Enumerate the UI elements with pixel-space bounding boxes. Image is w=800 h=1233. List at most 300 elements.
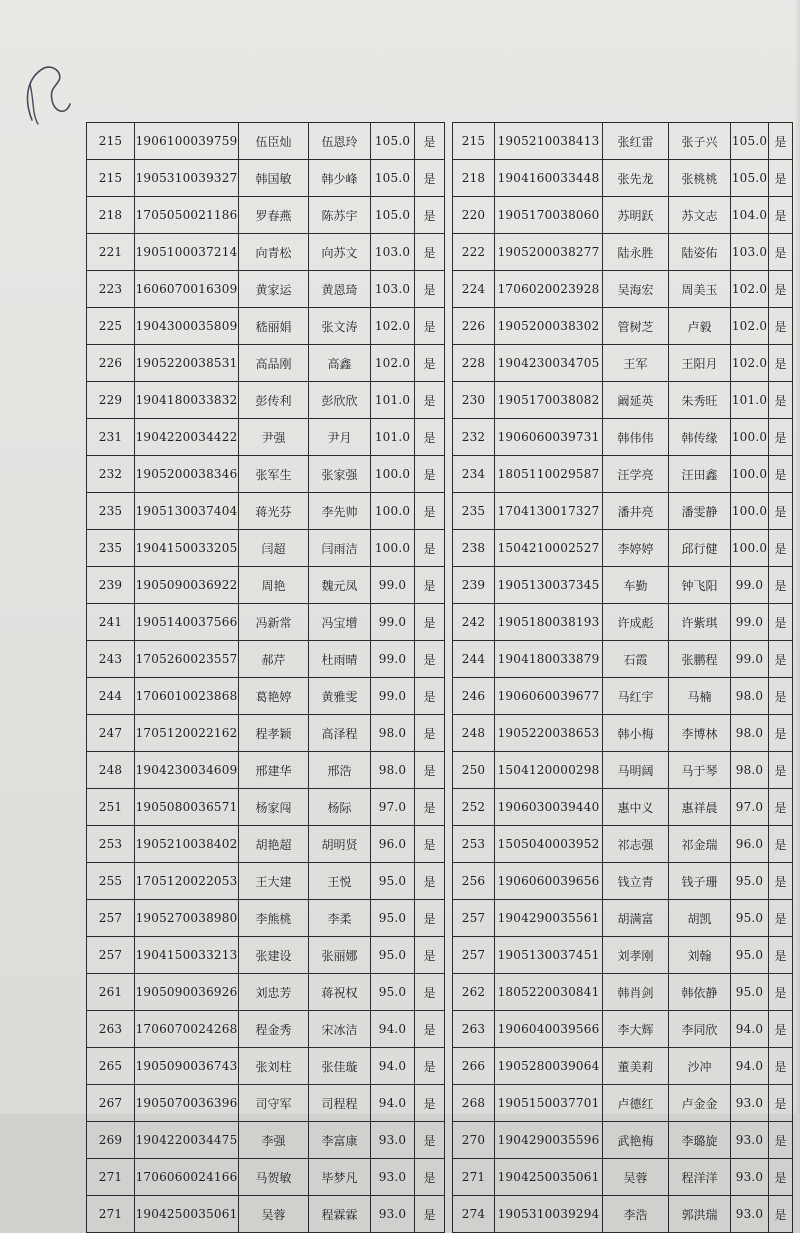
rank-cell: 252 xyxy=(453,789,495,826)
table-row xyxy=(453,604,793,641)
parent-name-cell: 刘忠芳 xyxy=(239,974,309,1011)
id-number-cell: 1706010023868 xyxy=(135,678,239,715)
child-name-cell: 韩依静 xyxy=(669,974,731,1011)
child-name-cell: 潘雯静 xyxy=(669,493,731,530)
rank-cell: 257 xyxy=(87,937,135,974)
child-name-cell: 刘翰 xyxy=(669,937,731,974)
rank-cell: 267 xyxy=(87,1085,135,1122)
eligible-cell: 是 xyxy=(415,345,445,382)
parent-name-cell: 向青松 xyxy=(239,234,309,271)
rank-cell: 218 xyxy=(453,160,495,197)
parent-name-cell: 周艳 xyxy=(239,567,309,604)
child-name-cell: 张佳璇 xyxy=(309,1048,371,1085)
id-number-cell: 1904290035561 xyxy=(495,900,603,937)
child-name-cell: 张桃桃 xyxy=(669,160,731,197)
child-name-cell: 高鑫 xyxy=(309,345,371,382)
parent-name-cell: 韩肖剑 xyxy=(603,974,669,1011)
table-row xyxy=(87,1159,445,1196)
score-cell: 105.0 xyxy=(371,160,415,197)
table-row xyxy=(453,271,793,308)
id-number-cell: 1904220034422 xyxy=(135,419,239,456)
eligible-cell: 是 xyxy=(415,715,445,752)
parent-name-cell: 苏明跃 xyxy=(603,197,669,234)
child-name-cell: 马楠 xyxy=(669,678,731,715)
eligible-cell: 是 xyxy=(769,123,793,160)
parent-name-cell: 张先龙 xyxy=(603,160,669,197)
eligible-cell: 是 xyxy=(415,863,445,900)
parent-name-cell: 司守军 xyxy=(239,1085,309,1122)
parent-name-cell: 车勤 xyxy=(603,567,669,604)
id-number-cell: 1906060039677 xyxy=(495,678,603,715)
eligible-cell: 是 xyxy=(769,863,793,900)
id-number-cell: 1905130037404 xyxy=(135,493,239,530)
score-cell: 102.0 xyxy=(731,271,769,308)
id-number-cell: 1905270038980 xyxy=(135,900,239,937)
eligible-cell: 是 xyxy=(415,641,445,678)
id-number-cell: 1805220030841 xyxy=(495,974,603,1011)
child-name-cell: 黄雅雯 xyxy=(309,678,371,715)
rank-cell: 271 xyxy=(453,1159,495,1196)
eligible-cell: 是 xyxy=(415,197,445,234)
table-row xyxy=(453,1122,793,1159)
parent-name-cell: 石霞 xyxy=(603,641,669,678)
child-name-cell: 钟飞阳 xyxy=(669,567,731,604)
table-row xyxy=(87,974,445,1011)
rank-cell: 235 xyxy=(87,530,135,567)
child-name-cell: 司程程 xyxy=(309,1085,371,1122)
table-row xyxy=(453,900,793,937)
table-row xyxy=(87,567,445,604)
score-cell: 98.0 xyxy=(731,715,769,752)
score-cell: 104.0 xyxy=(731,197,769,234)
eligible-cell: 是 xyxy=(415,789,445,826)
score-cell: 105.0 xyxy=(371,197,415,234)
id-number-cell: 1705050021186 xyxy=(135,197,239,234)
score-cell: 93.0 xyxy=(731,1122,769,1159)
child-name-cell: 陈苏宇 xyxy=(309,197,371,234)
eligible-cell: 是 xyxy=(415,1122,445,1159)
parent-name-cell: 嵇丽娟 xyxy=(239,308,309,345)
parent-name-cell: 李大辉 xyxy=(603,1011,669,1048)
id-number-cell: 1905130037451 xyxy=(495,937,603,974)
score-cell: 93.0 xyxy=(731,1085,769,1122)
table-row xyxy=(87,123,445,160)
rank-cell: 263 xyxy=(87,1011,135,1048)
eligible-cell: 是 xyxy=(769,1196,793,1233)
score-cell: 100.0 xyxy=(371,530,415,567)
id-number-cell: 1905170038060 xyxy=(495,197,603,234)
rank-cell: 229 xyxy=(87,382,135,419)
rank-cell: 235 xyxy=(87,493,135,530)
table-row xyxy=(453,1011,793,1048)
eligible-cell: 是 xyxy=(415,123,445,160)
score-cell: 97.0 xyxy=(371,789,415,826)
score-cell: 93.0 xyxy=(731,1196,769,1233)
parent-name-cell: 刘孝刚 xyxy=(603,937,669,974)
child-name-cell: 韩传缘 xyxy=(669,419,731,456)
rank-cell: 230 xyxy=(453,382,495,419)
id-number-cell: 1905090036926 xyxy=(135,974,239,1011)
parent-name-cell: 郝芹 xyxy=(239,641,309,678)
parent-name-cell: 李熊桃 xyxy=(239,900,309,937)
eligible-cell: 是 xyxy=(769,1085,793,1122)
score-cell: 94.0 xyxy=(371,1048,415,1085)
id-number-cell: 1905220038653 xyxy=(495,715,603,752)
child-name-cell: 李先帅 xyxy=(309,493,371,530)
id-number-cell: 1904290035596 xyxy=(495,1122,603,1159)
child-name-cell: 李富康 xyxy=(309,1122,371,1159)
id-number-cell: 1704130017327 xyxy=(495,493,603,530)
child-name-cell: 毕梦凡 xyxy=(309,1159,371,1196)
eligible-cell: 是 xyxy=(415,752,445,789)
eligible-cell: 是 xyxy=(769,530,793,567)
eligible-cell: 是 xyxy=(415,678,445,715)
rank-cell: 255 xyxy=(87,863,135,900)
table-row xyxy=(87,419,445,456)
parent-name-cell: 卢德红 xyxy=(603,1085,669,1122)
id-number-cell: 1606070016309 xyxy=(135,271,239,308)
score-cell: 98.0 xyxy=(371,715,415,752)
id-number-cell: 1706020023928 xyxy=(495,271,603,308)
score-cell: 100.0 xyxy=(731,456,769,493)
eligible-cell: 是 xyxy=(415,493,445,530)
eligible-cell: 是 xyxy=(769,160,793,197)
table-row xyxy=(453,974,793,1011)
eligible-cell: 是 xyxy=(769,900,793,937)
id-number-cell: 1904180033832 xyxy=(135,382,239,419)
score-cell: 105.0 xyxy=(731,123,769,160)
child-name-cell: 郭洪瑞 xyxy=(669,1196,731,1233)
child-name-cell: 张鹏程 xyxy=(669,641,731,678)
table-row xyxy=(453,530,793,567)
score-cell: 95.0 xyxy=(371,863,415,900)
child-name-cell: 胡明贤 xyxy=(309,826,371,863)
rank-cell: 253 xyxy=(87,826,135,863)
parent-name-cell: 武艳梅 xyxy=(603,1122,669,1159)
parent-name-cell: 韩伟伟 xyxy=(603,419,669,456)
rank-cell: 234 xyxy=(453,456,495,493)
parent-name-cell: 汪学亮 xyxy=(603,456,669,493)
id-number-cell: 1904180033879 xyxy=(495,641,603,678)
id-number-cell: 1904220034475 xyxy=(135,1122,239,1159)
child-name-cell: 王悦 xyxy=(309,863,371,900)
id-number-cell: 1906060039731 xyxy=(495,419,603,456)
parent-name-cell: 胡满富 xyxy=(603,900,669,937)
table-row xyxy=(453,789,793,826)
child-name-cell: 杨际 xyxy=(309,789,371,826)
score-cell: 103.0 xyxy=(371,234,415,271)
parent-name-cell: 张军生 xyxy=(239,456,309,493)
eligible-cell: 是 xyxy=(415,160,445,197)
eligible-cell: 是 xyxy=(415,900,445,937)
child-name-cell: 李博林 xyxy=(669,715,731,752)
id-number-cell: 1705260023557 xyxy=(135,641,239,678)
parent-name-cell: 张红雷 xyxy=(603,123,669,160)
id-number-cell: 1905280039064 xyxy=(495,1048,603,1085)
child-name-cell: 邱行健 xyxy=(669,530,731,567)
parent-name-cell: 管树芝 xyxy=(603,308,669,345)
table-row xyxy=(453,160,793,197)
eligible-cell: 是 xyxy=(415,1159,445,1196)
rank-cell: 257 xyxy=(453,937,495,974)
table-row xyxy=(87,160,445,197)
table-row xyxy=(87,197,445,234)
table-row xyxy=(453,937,793,974)
parent-name-cell: 钱立青 xyxy=(603,863,669,900)
eligible-cell: 是 xyxy=(769,493,793,530)
rank-cell: 238 xyxy=(453,530,495,567)
score-cell: 99.0 xyxy=(371,604,415,641)
id-number-cell: 1705120022162 xyxy=(135,715,239,752)
table-row xyxy=(453,197,793,234)
parent-name-cell: 闫超 xyxy=(239,530,309,567)
score-cell: 98.0 xyxy=(731,752,769,789)
eligible-cell: 是 xyxy=(769,234,793,271)
eligible-cell: 是 xyxy=(769,789,793,826)
parent-name-cell: 王大建 xyxy=(239,863,309,900)
child-name-cell: 李璐旋 xyxy=(669,1122,731,1159)
parent-name-cell: 李浩 xyxy=(603,1196,669,1233)
table-row xyxy=(453,456,793,493)
score-cell: 98.0 xyxy=(371,752,415,789)
child-name-cell: 胡凯 xyxy=(669,900,731,937)
id-number-cell: 1705120022053 xyxy=(135,863,239,900)
id-number-cell: 1505040003952 xyxy=(495,826,603,863)
parent-name-cell: 马明阔 xyxy=(603,752,669,789)
table-row xyxy=(87,900,445,937)
rank-cell: 251 xyxy=(87,789,135,826)
eligible-cell: 是 xyxy=(415,419,445,456)
score-cell: 94.0 xyxy=(371,1085,415,1122)
eligible-cell: 是 xyxy=(769,641,793,678)
child-name-cell: 周美玉 xyxy=(669,271,731,308)
id-number-cell: 1906030039440 xyxy=(495,789,603,826)
rank-cell: 247 xyxy=(87,715,135,752)
parent-name-cell: 胡艳超 xyxy=(239,826,309,863)
eligible-cell: 是 xyxy=(769,1122,793,1159)
rank-cell: 263 xyxy=(453,1011,495,1048)
rank-cell: 228 xyxy=(453,345,495,382)
parent-name-cell: 高品刚 xyxy=(239,345,309,382)
eligible-cell: 是 xyxy=(415,456,445,493)
id-number-cell: 1905170038082 xyxy=(495,382,603,419)
table-row xyxy=(87,604,445,641)
score-cell: 99.0 xyxy=(731,641,769,678)
rank-cell: 218 xyxy=(87,197,135,234)
id-number-cell: 1805110029587 xyxy=(495,456,603,493)
rank-cell: 257 xyxy=(87,900,135,937)
rank-cell: 223 xyxy=(87,271,135,308)
eligible-cell: 是 xyxy=(415,604,445,641)
child-name-cell: 卢毅 xyxy=(669,308,731,345)
rank-cell: 265 xyxy=(87,1048,135,1085)
child-name-cell: 高泽程 xyxy=(309,715,371,752)
eligible-cell: 是 xyxy=(769,974,793,1011)
score-cell: 94.0 xyxy=(371,1011,415,1048)
table-row xyxy=(453,863,793,900)
rank-cell: 248 xyxy=(453,715,495,752)
parent-name-cell: 程孝颖 xyxy=(239,715,309,752)
child-name-cell: 张家强 xyxy=(309,456,371,493)
eligible-cell: 是 xyxy=(769,567,793,604)
rank-cell: 243 xyxy=(87,641,135,678)
parent-name-cell: 许成彪 xyxy=(603,604,669,641)
parent-name-cell: 黄家运 xyxy=(239,271,309,308)
id-number-cell: 1904250035061 xyxy=(135,1196,239,1233)
rank-cell: 235 xyxy=(453,493,495,530)
page-edge-shadow xyxy=(794,0,800,1114)
parent-name-cell: 伍臣灿 xyxy=(239,123,309,160)
child-name-cell: 张丽娜 xyxy=(309,937,371,974)
id-number-cell: 1905310039294 xyxy=(495,1196,603,1233)
score-cell: 95.0 xyxy=(731,974,769,1011)
eligible-cell: 是 xyxy=(415,234,445,271)
child-name-cell: 张文涛 xyxy=(309,308,371,345)
id-number-cell: 1905140037566 xyxy=(135,604,239,641)
table-row xyxy=(453,641,793,678)
parent-name-cell: 董美莉 xyxy=(603,1048,669,1085)
table-row xyxy=(453,1048,793,1085)
child-name-cell: 卢金金 xyxy=(669,1085,731,1122)
eligible-cell: 是 xyxy=(769,678,793,715)
id-number-cell: 1905130037345 xyxy=(495,567,603,604)
child-name-cell: 彭欣欣 xyxy=(309,382,371,419)
id-number-cell: 1905310039327 xyxy=(135,160,239,197)
table-row xyxy=(87,382,445,419)
child-name-cell: 张子兴 xyxy=(669,123,731,160)
table-row xyxy=(453,234,793,271)
score-cell: 99.0 xyxy=(371,641,415,678)
id-number-cell: 1904150033213 xyxy=(135,937,239,974)
score-cell: 103.0 xyxy=(731,234,769,271)
child-name-cell: 黄恩琦 xyxy=(309,271,371,308)
eligible-cell: 是 xyxy=(769,1159,793,1196)
parent-name-cell: 陆永胜 xyxy=(603,234,669,271)
rank-cell: 253 xyxy=(453,826,495,863)
child-name-cell: 王阳月 xyxy=(669,345,731,382)
rank-cell: 215 xyxy=(87,160,135,197)
id-number-cell: 1905150037701 xyxy=(495,1085,603,1122)
id-number-cell: 1905070036396 xyxy=(135,1085,239,1122)
eligible-cell: 是 xyxy=(415,826,445,863)
child-name-cell: 李同欣 xyxy=(669,1011,731,1048)
child-name-cell: 惠祥晨 xyxy=(669,789,731,826)
eligible-cell: 是 xyxy=(415,937,445,974)
score-cell: 93.0 xyxy=(371,1159,415,1196)
child-name-cell: 李柔 xyxy=(309,900,371,937)
id-number-cell: 1504210002527 xyxy=(495,530,603,567)
eligible-cell: 是 xyxy=(415,974,445,1011)
eligible-cell: 是 xyxy=(769,752,793,789)
parent-name-cell: 李强 xyxy=(239,1122,309,1159)
id-number-cell: 1905200038277 xyxy=(495,234,603,271)
rank-cell: 246 xyxy=(453,678,495,715)
eligible-cell: 是 xyxy=(769,456,793,493)
eligible-cell: 是 xyxy=(415,308,445,345)
handwritten-page-mark xyxy=(20,60,76,132)
score-cell: 95.0 xyxy=(731,863,769,900)
rank-cell: 262 xyxy=(453,974,495,1011)
table-row xyxy=(453,826,793,863)
table-row xyxy=(453,715,793,752)
rank-cell: 224 xyxy=(453,271,495,308)
rank-cell: 268 xyxy=(453,1085,495,1122)
parent-name-cell: 吴蓉 xyxy=(603,1159,669,1196)
child-name-cell: 尹月 xyxy=(309,419,371,456)
score-cell: 100.0 xyxy=(371,456,415,493)
eligible-cell: 是 xyxy=(769,419,793,456)
child-name-cell: 宋冰洁 xyxy=(309,1011,371,1048)
table-row xyxy=(453,1196,793,1233)
rank-cell: 232 xyxy=(453,419,495,456)
rank-cell: 269 xyxy=(87,1122,135,1159)
parent-name-cell: 尹强 xyxy=(239,419,309,456)
eligible-cell: 是 xyxy=(769,715,793,752)
eligible-cell: 是 xyxy=(415,382,445,419)
rank-cell: 239 xyxy=(87,567,135,604)
eligible-cell: 是 xyxy=(415,567,445,604)
table-row xyxy=(87,271,445,308)
table-row xyxy=(87,1011,445,1048)
table-row xyxy=(87,345,445,382)
rank-cell: 215 xyxy=(453,123,495,160)
rank-cell: 242 xyxy=(453,604,495,641)
table-row xyxy=(453,123,793,160)
parent-name-cell: 韩国敏 xyxy=(239,160,309,197)
table-row xyxy=(453,493,793,530)
eligible-cell: 是 xyxy=(769,937,793,974)
score-cell: 99.0 xyxy=(371,567,415,604)
parent-name-cell: 惠中义 xyxy=(603,789,669,826)
score-cell: 102.0 xyxy=(731,345,769,382)
id-number-cell: 1905090036922 xyxy=(135,567,239,604)
rank-cell: 222 xyxy=(453,234,495,271)
child-name-cell: 闫雨洁 xyxy=(309,530,371,567)
rank-cell: 274 xyxy=(453,1196,495,1233)
score-cell: 93.0 xyxy=(371,1122,415,1159)
rank-cell: 220 xyxy=(453,197,495,234)
eligible-cell: 是 xyxy=(769,1048,793,1085)
rank-cell: 221 xyxy=(87,234,135,271)
eligible-cell: 是 xyxy=(415,1085,445,1122)
eligible-cell: 是 xyxy=(415,1196,445,1233)
table-row xyxy=(87,826,445,863)
child-name-cell: 祁金瑞 xyxy=(669,826,731,863)
id-number-cell: 1905090036743 xyxy=(135,1048,239,1085)
rank-cell: 226 xyxy=(87,345,135,382)
score-cell: 101.0 xyxy=(731,382,769,419)
score-cell: 100.0 xyxy=(731,493,769,530)
table-row xyxy=(87,493,445,530)
id-number-cell: 1904230034609 xyxy=(135,752,239,789)
score-cell: 101.0 xyxy=(371,382,415,419)
table-row xyxy=(87,789,445,826)
parent-name-cell: 李婷婷 xyxy=(603,530,669,567)
table-row xyxy=(87,752,445,789)
table-row xyxy=(453,752,793,789)
eligible-cell: 是 xyxy=(769,308,793,345)
parent-name-cell: 程金秀 xyxy=(239,1011,309,1048)
eligible-cell: 是 xyxy=(415,1048,445,1085)
rank-cell: 270 xyxy=(453,1122,495,1159)
eligible-cell: 是 xyxy=(769,1011,793,1048)
parent-name-cell: 张建设 xyxy=(239,937,309,974)
id-number-cell: 1906100039759 xyxy=(135,123,239,160)
id-number-cell: 1905180038193 xyxy=(495,604,603,641)
score-cell: 93.0 xyxy=(731,1159,769,1196)
id-number-cell: 1904250035061 xyxy=(495,1159,603,1196)
id-number-cell: 1905200038346 xyxy=(135,456,239,493)
